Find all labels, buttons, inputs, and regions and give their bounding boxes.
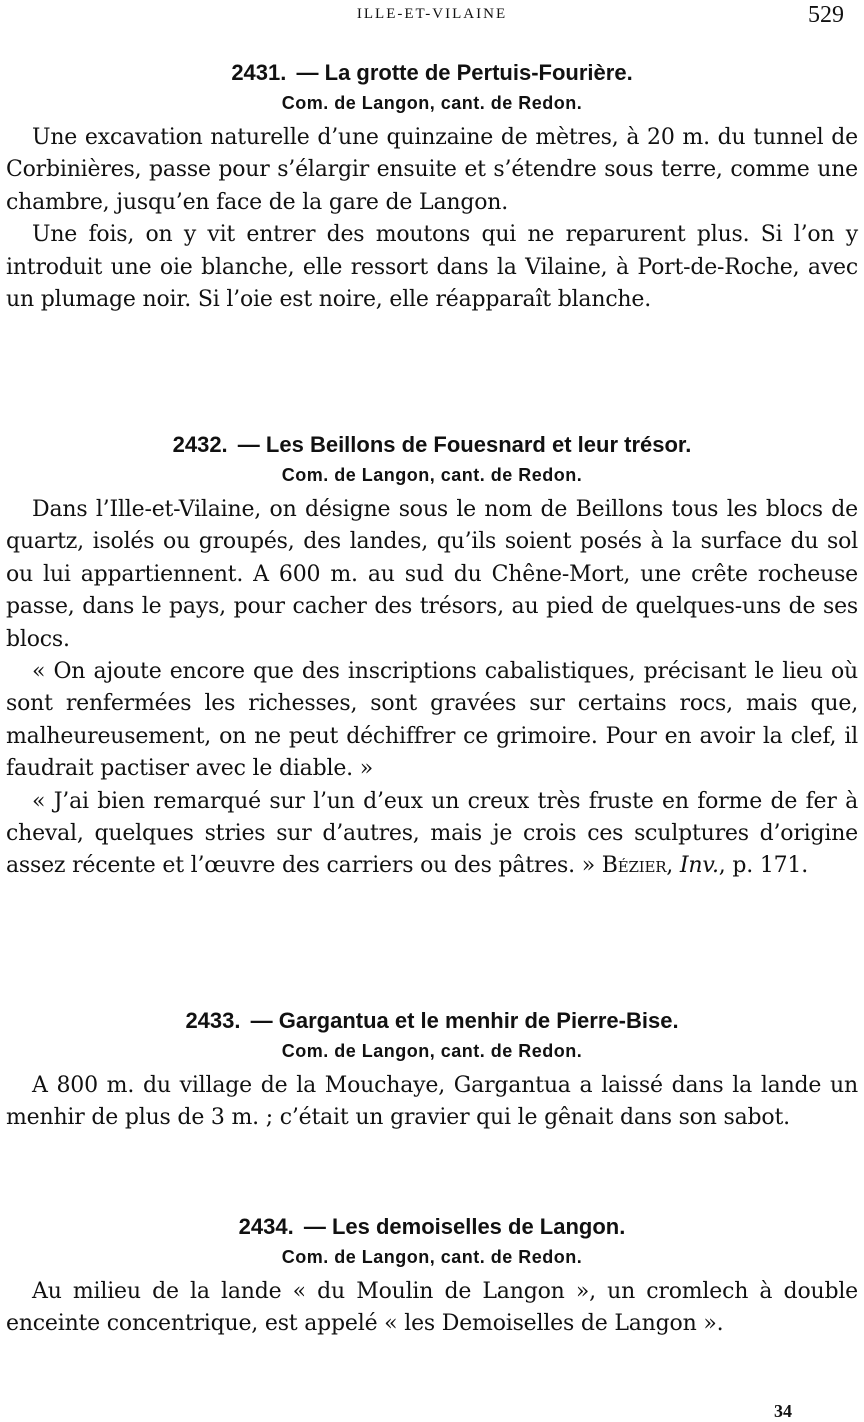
paragraph: A 800 m. du village de la Mouchaye, Gargantua a laissé dans la lande un menhir de plus de 3 m. ; c’était un gravier qui le gênait dans son sabot. — [6, 1073, 858, 1131]
entry-location: Com. de Langon, cant. de Redon. — [281, 1247, 583, 1267]
running-title: ILLE-ET-VILAINE — [356, 6, 508, 22]
entry-location: Com. de Langon, cant. de Redon. — [281, 1041, 583, 1061]
entry-heading — [6, 430, 858, 460]
entry-2431 — [6, 58, 858, 316]
citation-page: , p. 171. — [718, 853, 809, 879]
paragraph: Une excavation naturelle d’une quinzaine de mètres, à 20 m. du tunnel de Corbinières, passe pour s’élargir ensuite et s’étendre sous terre, comme une chambre, jusqu’en face de la gare de Langon. — [6, 125, 858, 215]
paragraph: Une fois, on y vit entrer des moutons qui ne reparurent plus. Si l’on y introduit une oie blanche, elle ressort dans la Vilaine, à Port-de-Roche, avec un plumage noir. Si l’oie est noire, elle réapparaît blanche. — [6, 222, 858, 313]
entry-heading — [6, 1006, 858, 1036]
paragraph: Dans l’Ille-et-Vilaine, on désigne sous le nom de Beillons tous les blocs de quartz, isolés ou groupés, des landes, qu’ils soient posés à la surface du sol ou lui appartiennent. A 600 m. au sud du Chêne-Mort, une crête rocheuse passe, dans le pays, pour cacher des trésors, au pied de quelques-uns de ses blocs. — [6, 497, 858, 652]
citation-work: Inv. — [679, 853, 719, 879]
entry-title: Les Beillons de Fouesnard et leur trésor. — [265, 432, 692, 457]
quote-text: « J’ai bien remarqué sur l’un d’eux un creux très fruste en forme de fer à cheval, quelques stries sur d’autres, mais je crois ces sculptures d’origine assez récente et l’œuvre des carriers ou des pâtres. » — [6, 788, 858, 879]
entry-dash: — — [303, 1214, 326, 1239]
entry-2432 — [6, 430, 858, 883]
entry-title: La grotte de Pertuis-Fourière. — [324, 60, 633, 85]
entry-2434 — [6, 1212, 858, 1341]
entry-title: Les demoiselles de Langon. — [331, 1214, 626, 1239]
entry-number: 2433. — [185, 1008, 241, 1033]
entry-heading — [6, 1212, 858, 1242]
page-number: 529 — [808, 2, 844, 28]
paragraph: « On ajoute encore que des inscriptions cabalistiques, précisant le lieu où sont renfermées les richesses, sont gravées sur certains rocs, mais que, malheureusement, on ne peut déchiffrer ce grimoire. Pour en avoir la clef, il faudrait pactiser avec le diable. » — [6, 659, 858, 782]
entry-dash: — — [237, 432, 260, 457]
entry-dash: — — [296, 60, 319, 85]
signature-mark: 34 — [774, 1401, 792, 1421]
entry-number: 2431. — [231, 60, 287, 85]
running-head — [0, 4, 864, 28]
entry-dash: — — [250, 1008, 273, 1033]
entry-number: 2432. — [172, 432, 228, 457]
citation-author: Bézier — [601, 853, 667, 879]
paragraph-with-citation: « J’ai bien remarqué sur l’un d’eux un creux très fruste en forme de fer à cheval, quelques stries sur d’autres, mais je crois ces sculptures d’origine assez récente et l’œuvre des carriers ou des pâtres. » Bézier, Inv., p. 171. — [6, 788, 858, 879]
entry-location: Com. de Langon, cant. de Redon. — [281, 93, 583, 113]
paragraph: Au milieu de la lande « du Moulin de Langon », un cromlech à double enceinte concentrique, est appelé « les Demoiselles de Langon ». — [6, 1279, 858, 1337]
entry-2433 — [6, 1006, 858, 1135]
entry-location: Com. de Langon, cant. de Redon. — [281, 465, 583, 485]
entry-heading — [6, 58, 858, 88]
entry-number: 2434. — [238, 1214, 294, 1239]
entry-title: Gargantua et le menhir de Pierre-Bise. — [278, 1008, 679, 1033]
